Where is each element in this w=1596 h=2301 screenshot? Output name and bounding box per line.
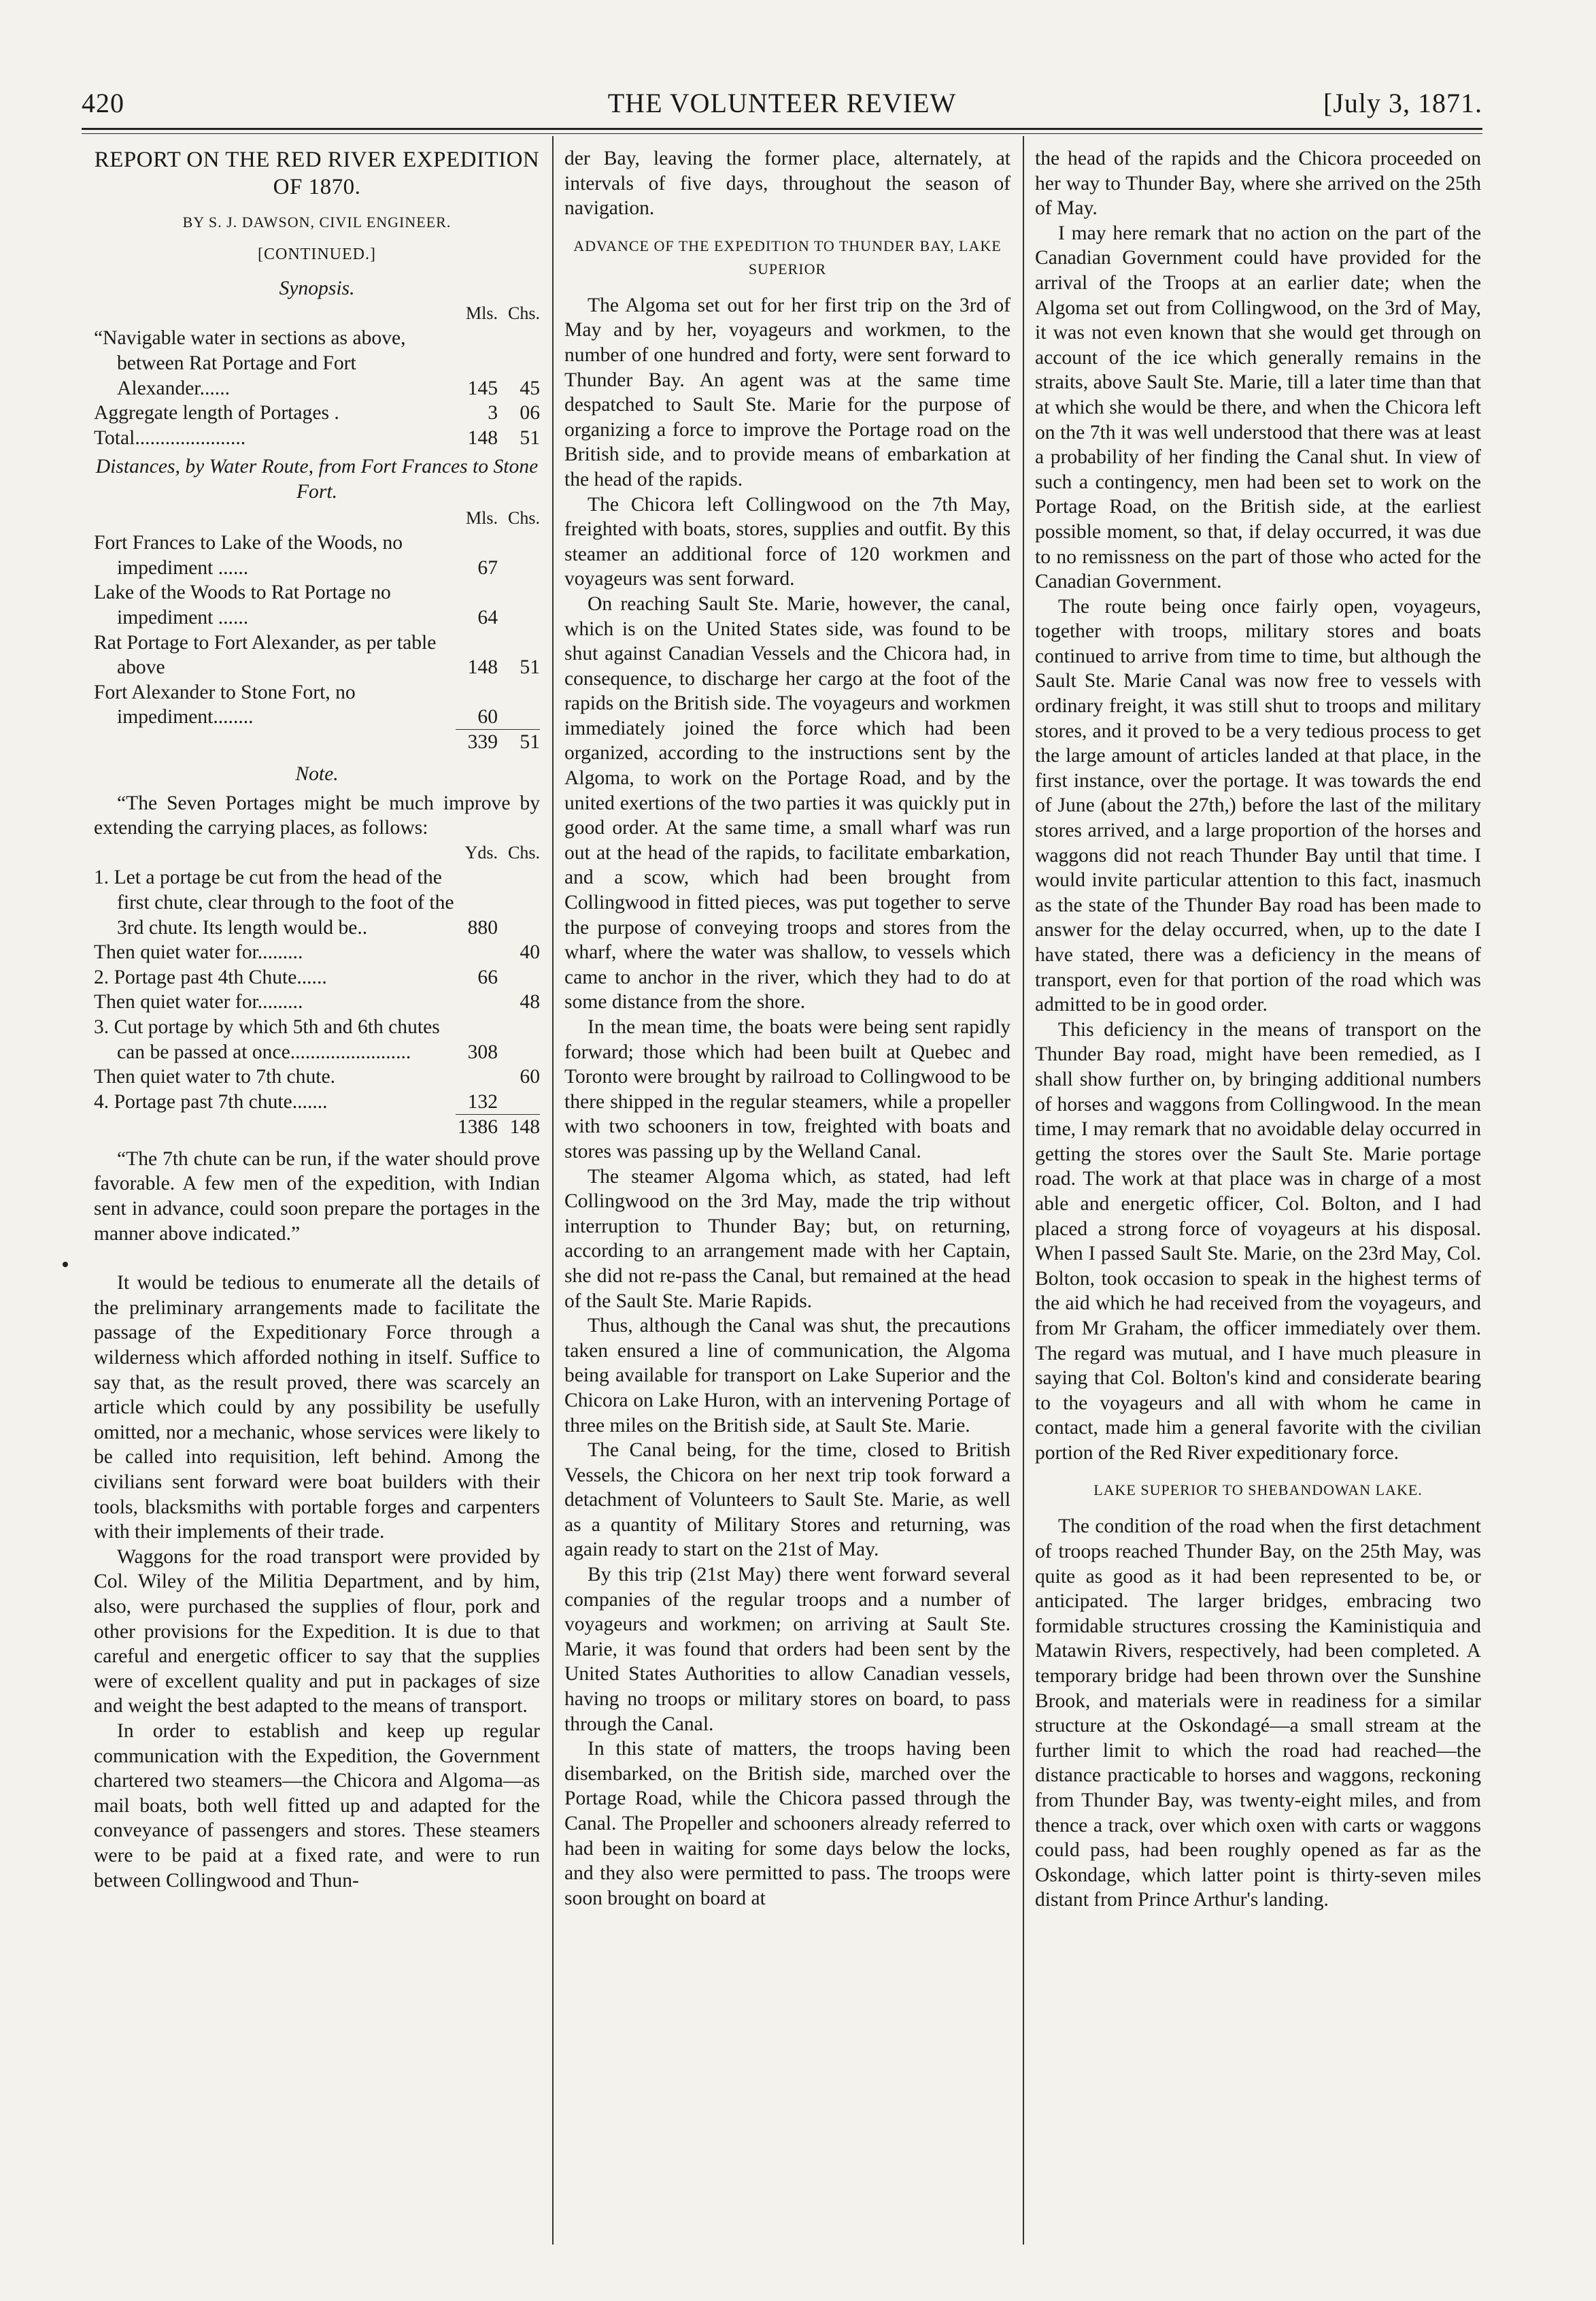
table-row — [94, 401, 540, 426]
row-value: 3 — [488, 402, 498, 424]
row-value: 48 — [520, 991, 540, 1013]
row-value: 67 — [477, 556, 498, 579]
article-title: REPORT ON THE RED RIVER EXPEDITION OF 1870. — [94, 148, 540, 199]
paragraph: Thus, although the Canal was shut, the precautions taken ensured a line of communication, the Algoma being available for transport on Lake Superior and the Chicora on Lake Huron, with an intervening Portage of three miles on the British side, at Sault Ste. Marie. — [564, 1315, 1011, 1437]
row-value — [498, 865, 540, 940]
table-row — [94, 1064, 540, 1090]
synopsis-heading: Synopsis. — [279, 278, 355, 300]
row-label: 2. Portage past 4th Chute...... — [94, 966, 327, 988]
row-value: 145 — [467, 377, 498, 399]
paragraph: In order to establish and keep up regular communication with the Expedition, the Government chartered two steamers—the Chicora and Algoma—as mail boats, both well fitted up and adapted for the conveyance of passengers and stores. These steamers were to be paid at a fixed rate, and were to run between Collingwood and Thun- — [94, 1719, 540, 1892]
row-value: 51 — [520, 656, 540, 679]
header-rule-thin — [82, 133, 1482, 134]
page-header — [82, 80, 1482, 121]
row-label: Then quiet water for......... — [94, 991, 303, 1013]
table-header-row — [94, 506, 540, 531]
column-3 — [1035, 146, 1481, 2241]
row-label: Rat Portage to Fort Alexander, as per table above — [94, 631, 437, 679]
paragraph: I may here remark that no action on the part of the Canadian Government could have provided for the arrival of the Troops at an earlier date; when the Algoma set out from Collingwood, on the 3rd of May, it was not even known that she would get through on account of the ice which generally remains in the straits, above Sault Ste. Marie, till a later time than that at which she would be there, and when the Chicora left on the 7th it was well understood that there was at least a probability of her finding the Canal shut. In view of such a contingency, men had been set to work on the Portage Road, on the British side, at the earliest possible moment, so that, if delay occurred, it was due to no remissness on the part of those who acted for the Canadian Government. — [1035, 222, 1481, 593]
table-row — [94, 730, 540, 755]
issue-date: [July 3, 1871. — [1323, 88, 1482, 118]
row-value: 66 — [477, 966, 498, 988]
distances-heading: Distances, by Water Route, from Fort Frances to Stone Fort. — [95, 456, 539, 503]
table-row — [94, 940, 540, 965]
row-value: 60 — [477, 705, 498, 728]
table-row — [94, 580, 540, 630]
column-header: Mls. — [466, 507, 498, 528]
portage-table — [94, 841, 540, 1140]
row-value: 40 — [520, 941, 540, 964]
paragraph: It would be tedious to enumerate all the details of the preliminary arrangements made to facilitate the passage of the Expeditionary Force through a wilderness which afforded nothing in itself. Suffice to say that, as the result proved, there was scarcely an article which could by any possibility be usefully omitted, nor a mechanic, whose services were likely to be called into requisition, left behind. Among the civilians sent forward were boat builders with their tools, blacksmiths with portable forges and carpenters with their implements of their trade. — [94, 1272, 540, 1543]
table-row — [94, 680, 540, 730]
row-label: Fort Alexander to Stone Fort, no impediment........ — [94, 681, 356, 728]
row-label — [94, 730, 456, 755]
table-row — [94, 865, 540, 940]
row-value: 60 — [520, 1066, 540, 1088]
paragraph: der Bay, leaving the former place, alternately, at intervals of five days, throughout the season of navigation. — [564, 148, 1011, 220]
paragraph: On reaching Sault Ste. Marie, however, the canal, which is on the United States side, was found to be shut against Canadian Vessels and the Chicora had, in consequence, to discharge her cargo at the foot of the rapids on the British side. The voyageurs and workmen immediately joined the force which had been organized, according to the instructions sent by the Algoma, to work on the Portage Road, and by the united exertions of the two parties it was quickly put in good order. At the same time, a small wharf was run out at the head of the rapids, to facilitate embarkation, and a scow, which had been brought from Collingwood in fitted pieces, was put together to serve the purpose of conveying troops and stores from the wharf, where the water was shallow, to vessels which came to anchor in the river, which they had to do at some distance from the shore. — [564, 592, 1011, 1013]
table-row — [94, 990, 540, 1015]
row-value: 148 — [498, 1115, 540, 1140]
column-divider — [552, 136, 554, 2245]
paragraph: the head of the rapids and the Chicora proceeded on her way to Thunder Bay, where she arrived on the 25th of May. — [1035, 148, 1481, 220]
row-value — [498, 1015, 540, 1064]
row-value: 148 — [467, 656, 498, 679]
column-header: Chs. — [508, 842, 540, 862]
row-label: Total...................... — [94, 426, 246, 449]
row-label: 1. Let a portage be cut from the head of the first chute, clear through to the foot of the 3rd chute. Its length would be.. — [94, 867, 454, 939]
synopsis-table — [94, 301, 540, 451]
paragraph: In this state of matters, the troops having been disembarked, on the British side, marched over the Portage Road, while the Chicora passed through the Canal. The Propeller and schooners already referred to had been in waiting for some days below the locks, and they also were permitted to pass. The troops were soon brought on board at — [564, 1738, 1011, 1909]
margin-mark — [63, 1262, 68, 1267]
column-header: Chs. — [508, 303, 540, 323]
table-header-row — [94, 841, 540, 866]
row-value: 06 — [520, 402, 540, 424]
page-number: 420 — [82, 88, 124, 118]
row-value — [456, 940, 498, 965]
paragraph: By this trip (21st May) there went forward several companies of the regular troops and a number of voyageurs and workmen; on arriving at Sault Ste. Marie, it was found that orders had been sent by the United States Authorities to allow Canadian vessels, having no troops or military stores on board, to pass through the Canal. — [564, 1564, 1011, 1735]
paragraph: The Algoma set out for her first trip on the 3rd of May and by her, voyageurs and workmen, to the number of one hundred and forty, were sent forward to Thunder Bay. An agent was at the same time despatched to Sault Ste. Marie for the purpose of organizing a force to improve the Portage road on the British side, and to provide means of embarkation at the head of the rapids. — [564, 294, 1011, 490]
row-value — [498, 531, 540, 580]
column-header: Yds. — [464, 842, 498, 862]
table-row — [94, 1015, 540, 1064]
paragraph: The route being once fairly open, voyageurs, together with troops, military stores and boats continued to arrive from time to time, but although the Sault Ste. Marie Canal was now free to vessels with ordinary freight, it was still shut to troops and military stores, and it proved to be a very tedious process to get the large amount of articles landed at that place, in the first instance, over the portage. It was towards the end of June (about the 27th,) before the last of the military stores arrived, and a large proportion of the horses and waggons did not reach Thunder Bay until that time. I would invite particular attention to this fact, inasmuch as the state of the Thunder Bay road has been made to answer for the delay occurred, when, up to the date I have stated, there was a deficiency in the means of transport, even for that portion of the road which was admitted to be in good order. — [1035, 595, 1481, 1016]
byline: BY S. J. DAWSON, CIVIL ENGINEER. — [182, 214, 452, 231]
row-label: “Navigable water in sections as above, between Rat Portage and Fort Alexander...... — [94, 327, 406, 399]
row-value: 148 — [467, 426, 498, 449]
row-value: 1386 — [456, 1115, 498, 1140]
paragraph: This deficiency in the means of transport on the Thunder Bay road, might have been remedied, as I shall show further on, by bringing additional numbers of horses and waggons from Collingwood. In the mean time, I may remark that no avoidable delay occurred in getting the stores over the Sault Ste. Marie portage road. The work at that place was in charge of a most able and energetic officer, Col. Bolton, and I had placed a strong force of voyageurs at his disposal. When I passed Sault Ste. Marie, on the 23rd May, Col. Bolton, took occasion to speak in the highest terms of the aid which he had received from the voyageurs, and from Mr Graham, the officer immediately over them. The regard was mutual, and I have much pleasure in saying that Col. Bolton's kind and considerate bearing to the voyageurs and all with whom he came in contact, made him a general favorite with the civilian portion of the Red River expeditionary force. — [1035, 1018, 1481, 1464]
table-row — [94, 326, 540, 401]
row-value — [498, 580, 540, 630]
row-label: Lake of the Woods to Rat Portage no impediment ...... — [94, 582, 391, 628]
row-value: 51 — [498, 730, 540, 755]
column-1 — [94, 146, 540, 2241]
section-heading: LAKE SUPERIOR TO SHEBANDOWAN LAKE. — [1093, 1481, 1423, 1499]
row-label: Then quiet water to 7th chute. — [94, 1066, 336, 1088]
row-value — [456, 990, 498, 1015]
row-label: Then quiet water for......... — [94, 941, 303, 964]
column-header: Chs. — [508, 507, 540, 528]
table-row — [94, 531, 540, 580]
row-label: 3. Cut portage by which 5th and 6th chutes can be passed at once........................ — [94, 1015, 440, 1063]
row-label — [94, 1115, 456, 1140]
row-value — [498, 680, 540, 730]
distances-table — [94, 506, 540, 755]
table-row — [94, 1115, 540, 1140]
row-label: Fort Frances to Lake of the Woods, no impediment ...... — [94, 532, 403, 579]
row-value: 132 — [467, 1090, 498, 1113]
masthead: THE VOLUNTEER REVIEW — [607, 88, 957, 118]
paragraph: The condition of the road when the first detachment of troops reached Thunder Bay, on the 25th May, was quite as good as it had been represented to be, or anticipated. The larger bridges, embracing two formidable structures crossing the Kaministiquia and Matawin Rivers, respectively, had been completed. A temporary bridge had been thrown over the Sunshine Brook, and materials were in readiness for a similar structure at the Oskondagé—a small stream at the further limit to which the road had reached—the distance practicable to horses and waggons, reckoning from Thunder Bay, was twenty-eight miles, and from thence a track, over which oxen with carts or waggons could pass, had been roughly opened as far as the Oskondage, which latter point is thirty-seven miles distant from Prince Arthur's landing. — [1035, 1515, 1481, 1911]
row-value — [498, 965, 540, 990]
row-value: 880 — [467, 916, 498, 939]
row-value — [456, 1064, 498, 1090]
row-label: 4. Portage past 7th chute....... — [94, 1091, 328, 1113]
row-value: 64 — [477, 606, 498, 628]
paragraph: Waggons for the road transport were provided by Col. Wiley of the Militia Department, and by him, also, were purchased the supplies of flour, pork and other provisions for the Expedition. It is due to that careful and energetic officer to say that the supplies were of excellent quality and put in packages of size and weight the best adapted to the means of transport. — [94, 1545, 540, 1717]
note-heading: Note. — [295, 762, 339, 785]
row-value: 308 — [467, 1041, 498, 1063]
column-header: Mls. — [466, 303, 498, 323]
column-divider — [1023, 136, 1024, 2245]
table-row — [94, 1090, 540, 1115]
continued-label: [CONTINUED.] — [258, 245, 376, 263]
table-row — [94, 631, 540, 680]
header-rule — [82, 128, 1482, 130]
paragraph: In the mean time, the boats were being sent rapidly forward; those which had been built at Quebec and Toronto were brought by railroad to Collingwood to be there shipped in the regular steamers, while a propeller with two schooners in tow, freighted with boats and stores was passing up by the Welland Canal. — [564, 1016, 1011, 1162]
table-header-row — [94, 301, 540, 326]
row-label: Aggregate length of Portages . — [94, 402, 339, 424]
row-value: 339 — [456, 730, 498, 755]
row-value: 45 — [520, 377, 540, 399]
column-2 — [564, 146, 1011, 2241]
note-paragraph: “The Seven Portages might be much improve by extending the carrying places, as follows: — [94, 792, 540, 839]
paragraph: The Canal being, for the time, closed to British Vessels, the Chicora on her next trip took forward a detachment of Volunteers to Sault Ste. Marie, as well as a quantity of Military Stores and returning, was again ready to start on the 21st of May. — [564, 1439, 1011, 1561]
section-heading: ADVANCE OF THE EXPEDITION TO THUNDER BAY, LAKE SUPERIOR — [573, 237, 1002, 278]
row-value — [498, 1090, 540, 1115]
row-value: 51 — [520, 426, 540, 449]
paragraph: The Chicora left Collingwood on the 7th May, freighted with boats, stores, supplies and outfit. By this steamer an additional force of 120 workmen and voyageurs was sent forward. — [564, 493, 1011, 590]
paragraph: The steamer Algoma which, as stated, had left Collingwood on the 3rd May, made the trip without interruption to Thunder Bay; but, on returning, according to an arrangement made with her Captain, she did not re-pass the Canal, but remained at the head of the Sault Ste. Marie Rapids. — [564, 1165, 1011, 1312]
paragraph: “The 7th chute can be run, if the water should prove favorable. A few men of the expedition, with Indian sent in advance, could soon prepare the portages in the manner above indicated.” — [94, 1147, 540, 1245]
table-row — [94, 965, 540, 990]
table-row — [94, 426, 540, 451]
